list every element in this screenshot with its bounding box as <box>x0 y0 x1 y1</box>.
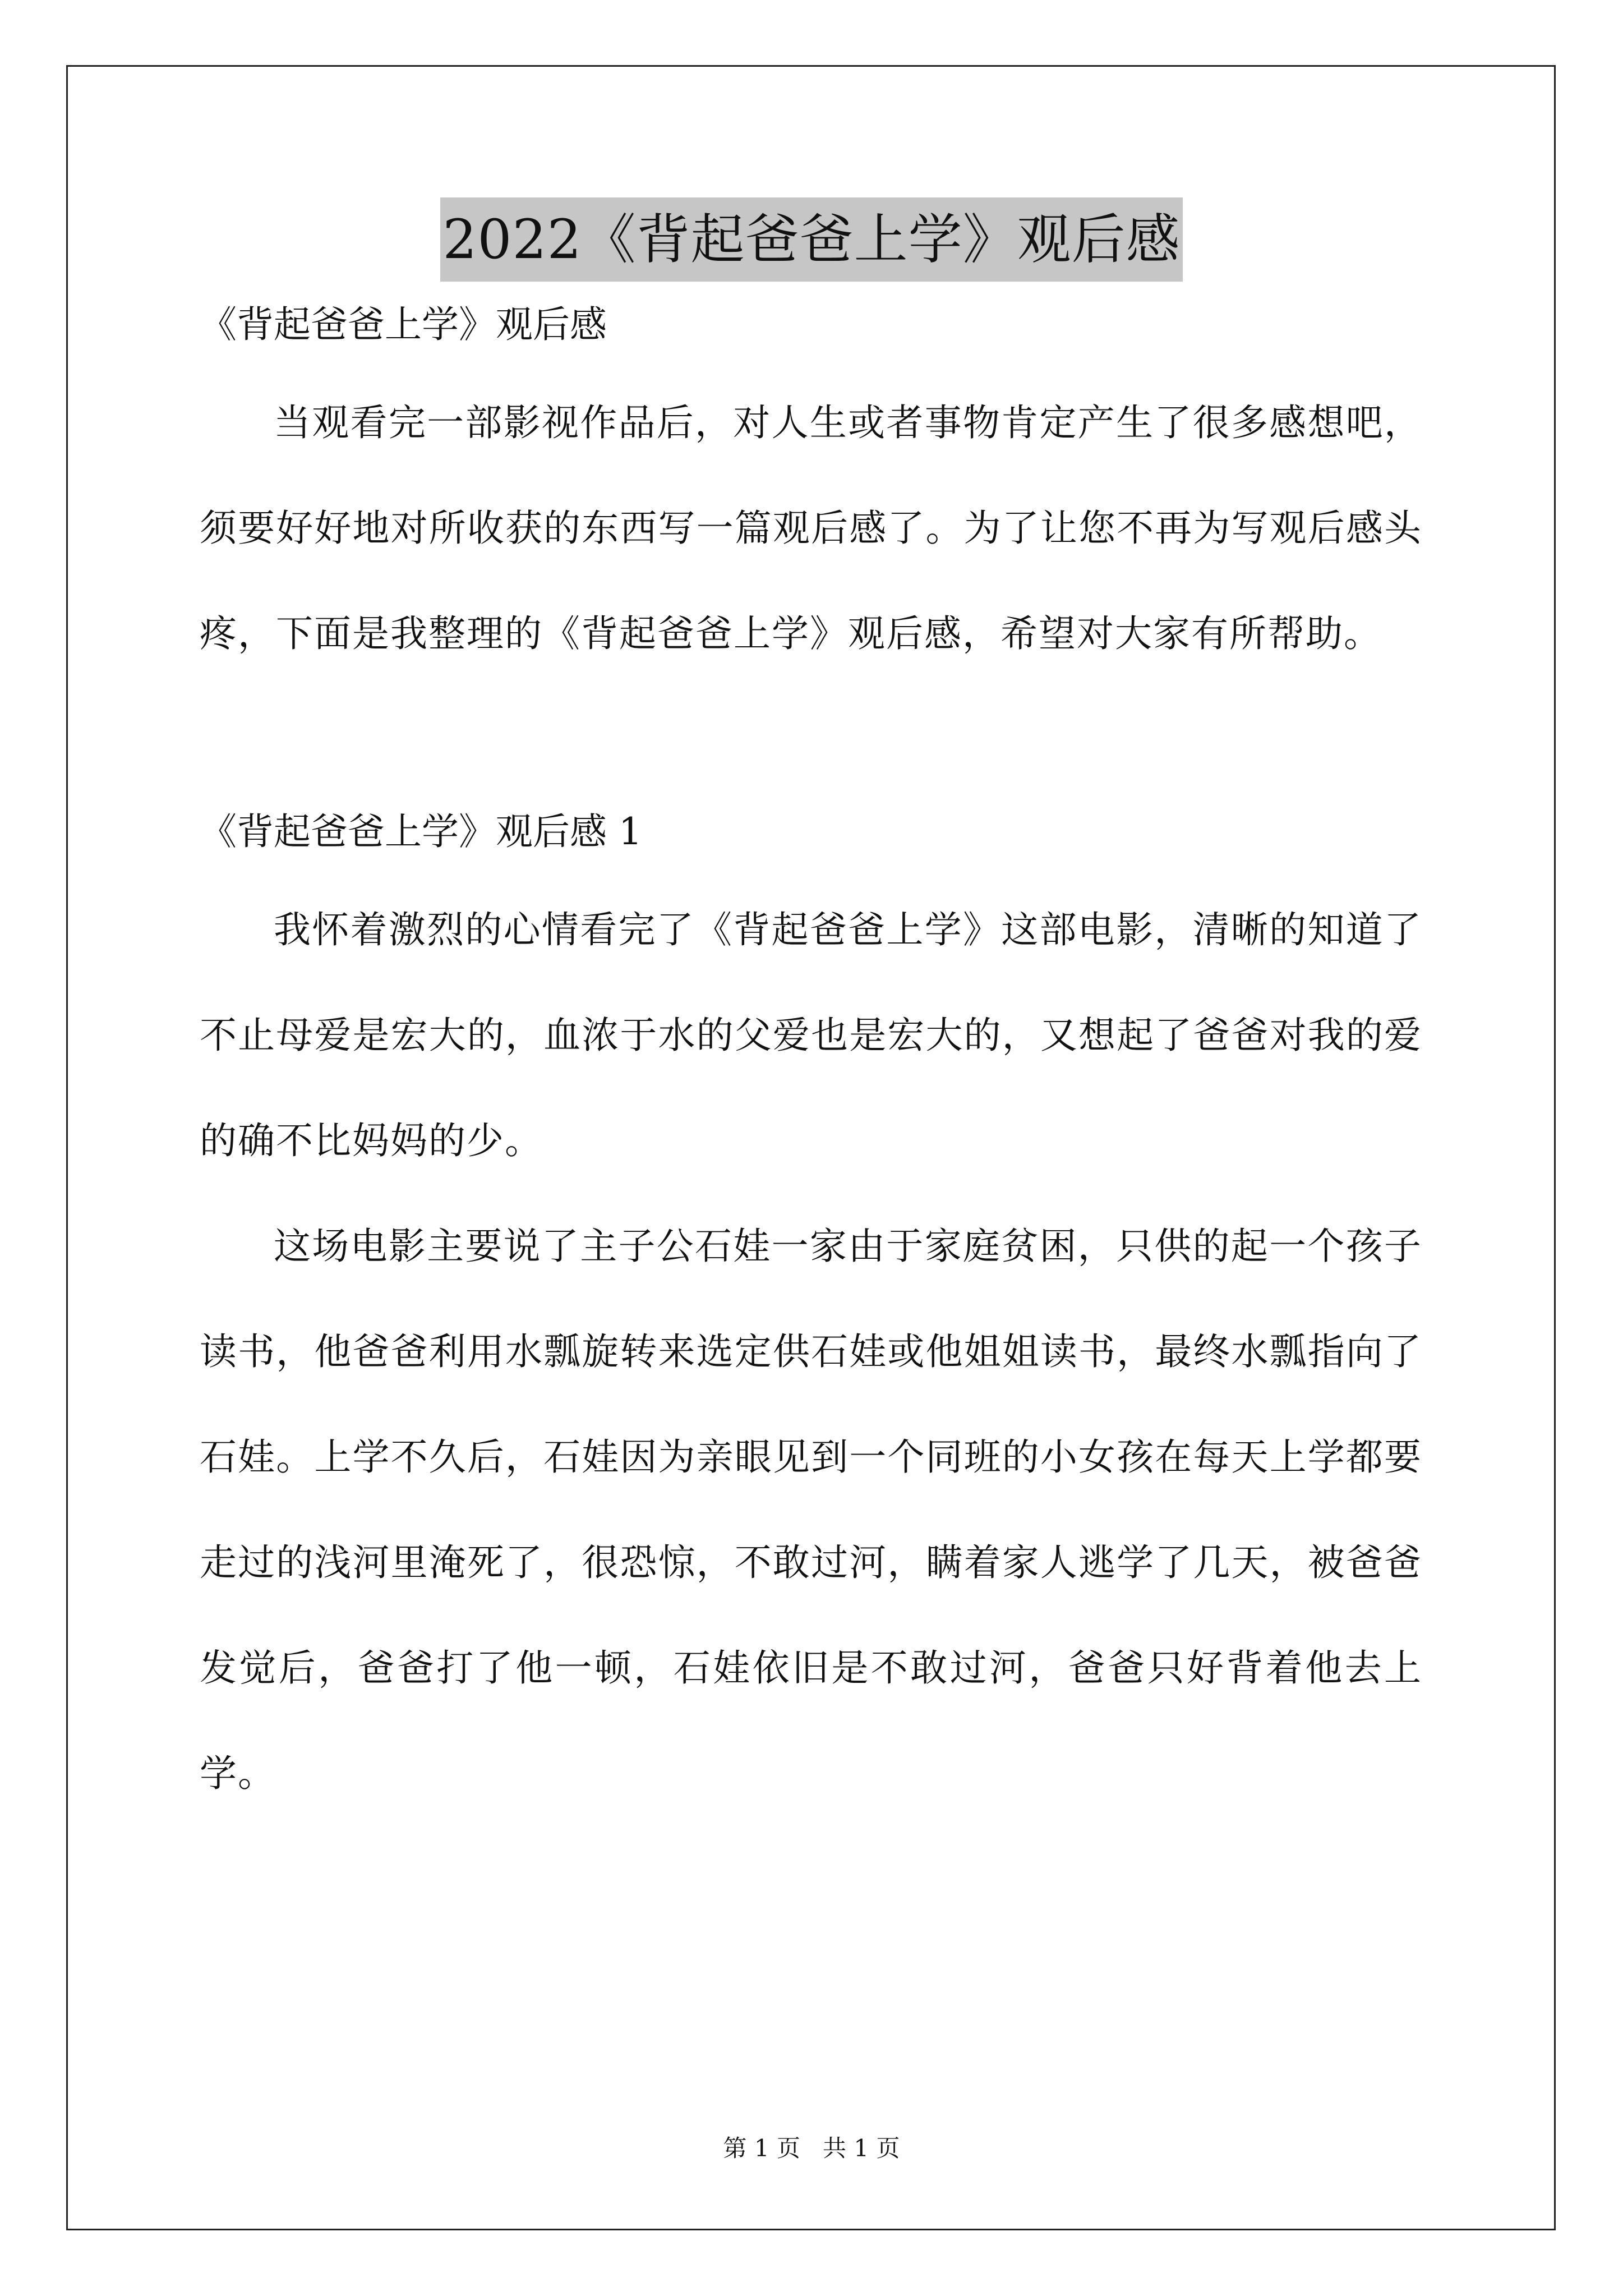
section-heading-1: 《背起爸爸上学》观后感 1 <box>200 810 642 853</box>
paragraph-1-2: 这场电影主要说了主子公石娃一家由于家庭贫困，只供的起一个孩子读书，他爸爸利用水瓢旋转来选定供石娃或他姐姐读书，最终水瓢指向了石娃。上学不久后，石娃因为亲眼见到一个同班的小女孩在每天上学都要走过的浅河里淹死了，很恐惊，不敢过河，瞒着家人逃学了几天，被爸爸发觉后，爸爸打了他一顿，石娃依旧是不敢过河，爸爸只好背着他去上学。 <box>200 1225 1422 1795</box>
page-footer: 第 1 页 共 1 页 <box>723 2134 900 2162</box>
document-title: 2022《背起爸爸上学》观后感 <box>440 197 1182 282</box>
section-heading-intro: 《背起爸爸上学》观后感 <box>200 303 607 346</box>
paragraph-1-1: 我怀着激烈的心情看完了《背起爸爸上学》这部电影，清晰的知道了不止母爱是宏大的，血浓于水的父爱也是宏大的，又想起了爸爸对我的爱的确不比妈妈的少。 <box>200 908 1422 1162</box>
title-container <box>0 197 1623 282</box>
section-spacer <box>200 687 1422 799</box>
paragraph-intro: 当观看完一部影视作品后，对人生或者事物肯定产生了很多感想吧，须要好好地对所收获的东西写一篇观后感了。为了让您不再为写观后感头疼，下面是我整理的《背起爸爸上学》观后感，希望对大家有所帮助。 <box>200 401 1422 655</box>
document-body <box>200 292 1422 1826</box>
